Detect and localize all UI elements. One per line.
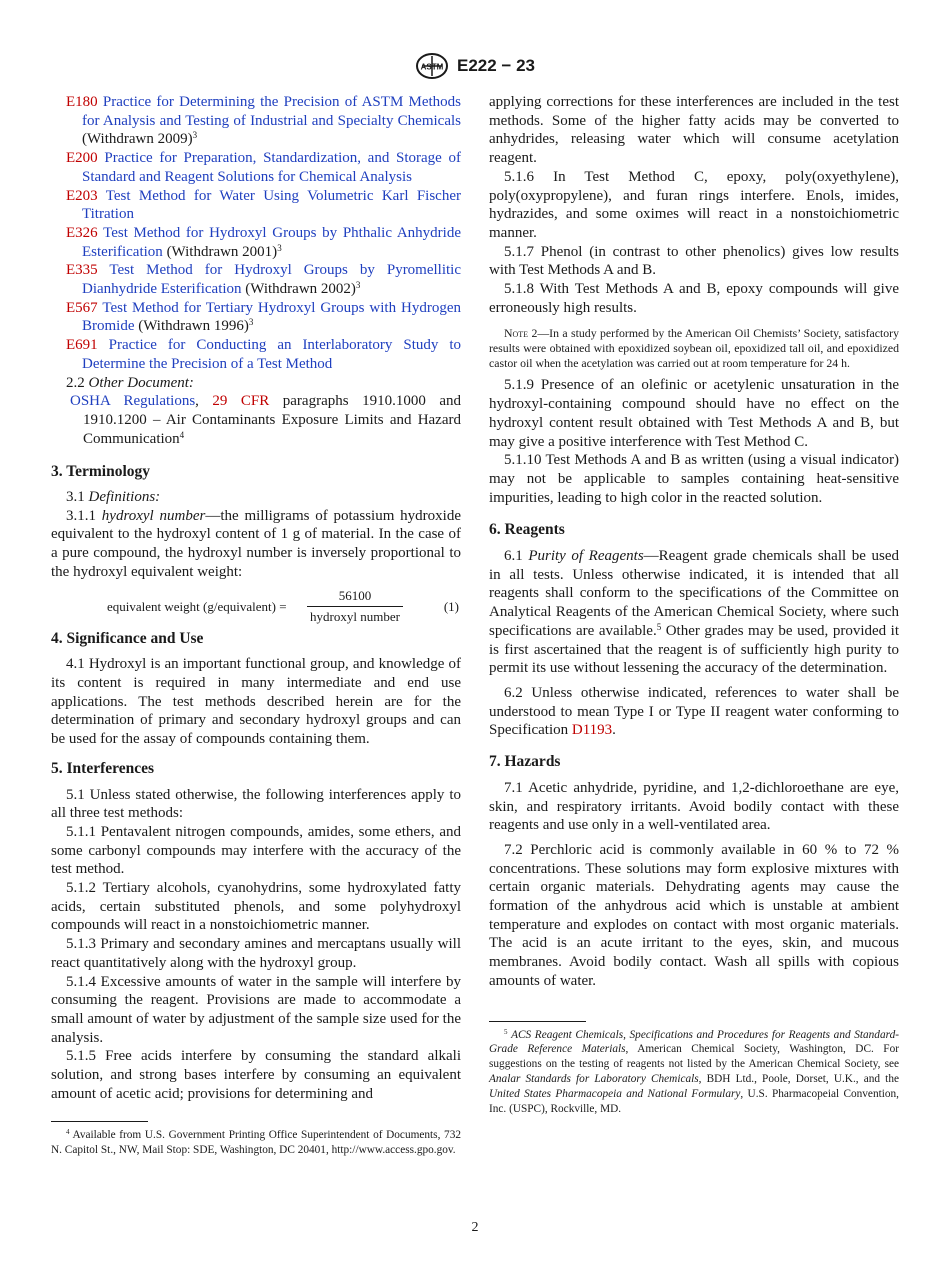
section-heading: 7. Hazards	[489, 753, 561, 771]
paragraph: 5.1.2 Tertiary alcohols, cyanohydrins, some hydroxylated fatty acids, certain substituted phenols, and some polyhydroxyl compounds will react in a nonstoichiometric manner.	[51, 880, 461, 934]
reference-code-link[interactable]: E567	[66, 299, 98, 316]
section-heading: 5. Interferences	[51, 759, 155, 777]
paragraph: 4.1 Hydroxyl is an important functional group, and knowledge of its content is required in many intermediate and end use applications. The test methods described herein are for the determination of primary and secondary hydroxyl groups and can be used for the assay of compounds containing them.	[51, 656, 461, 748]
reference-code-link[interactable]: E180	[66, 94, 98, 110]
reference-title-link[interactable]: Test Method for Water Using Volumetric Karl Fischer Titration	[82, 187, 461, 223]
page-header	[0, 52, 950, 80]
paragraph: 5.1.8 With Test Methods A and B, epoxy compounds will give erroneously high results.	[489, 281, 899, 316]
reference-item: E335 Test Method for Hydroxyl Groups by Pyromellitic Dianhydride Esterification (Withdrawn 2002)$^3$	[66, 262, 462, 298]
d1193-link[interactable]: D1193	[571, 722, 613, 739]
document-number: E222 − 23	[457, 56, 535, 75]
paragraph: 5.1.1 Pentavalent nitrogen compounds, amides, some ethers, and some carbonyl compounds may interfere with the accuracy of the test method.	[51, 823, 461, 878]
reference-title-link[interactable]: Test Method for Hydroxyl Groups by Phthalic Anhydride Esterification	[82, 224, 461, 260]
paragraph: 5.1 Unless stated otherwise, the following interferences apply to all three test methods:	[51, 786, 461, 822]
paragraph: 5.1.5 Free acids interfere by consuming the standard alkali solution, and strong bases interfere by consuming an equivalent amount of acetic acid; provisions for determining and	[51, 1048, 461, 1102]
reference-title-link[interactable]: Test Method for Tertiary Hydroxyl Groups with Hydrogen Bromide	[82, 299, 461, 335]
equation-fraction: 56100 hydroxyl number	[307, 587, 403, 627]
paragraph: 7.2 Perchloric acid is commonly available in 60 % to 72 % concentrations. These solutions may form explosive mixtures with certain organic materials. Dehydrating agents may cause the formation of the anhydrous acid which is unstable at ambient temperature and explodes on contact with most organic materials. The acid is an acute irritant to the eyes, skin, and mucous membranes. Avoid bodily contact. Wash all spills with copious amounts of water.	[489, 841, 899, 989]
page-number: 2	[471, 1220, 479, 1235]
section-heading: 3. Terminology	[51, 463, 151, 481]
section-heading: 4. Significance and Use	[51, 629, 204, 647]
reference-item: E326 Test Method for Hydroxyl Groups by Phthalic Anhydride Esterification (Withdrawn 2001)$^3$	[66, 224, 461, 260]
reference-item: E567 Test Method for Tertiary Hydroxyl Groups with Hydrogen Bromide (Withdrawn 1996)$^3$	[66, 299, 461, 335]
paragraph: 5.1.6 In Test Method C, epoxy, poly(oxyethylene), poly(oxypropylene), and furan rings interfere. Enols, imides, hydrazides, and some oximes will react in a nonstoichiometric manner.	[489, 168, 899, 241]
reference-item	[51, 336, 461, 373]
other-document-item: OSHA Regulations, 29 CFR paragraphs 1910.1000 and 1910.1200 – Air Contaminants Exposure Limits and Hazard Communication$^4$	[70, 393, 461, 447]
equation: equivalent weight (g/equivalent) = 56100 hydroxyl number (1)	[51, 590, 461, 620]
paragraph: 7.1 Acetic anhydride, pyridine, and 1,2-dichloroethane are eye, skin, and respiratory irritants. Avoid bodily contact with these reagents and use only in a well-ventilated area.	[489, 779, 899, 834]
paragraph: 5.1.9 Presence of an olefinic or acetylenic unsaturation in the hydroxyl-containing compound should have no effect on the hydroxyl content result obtained with Test Methods A and B, but may give a positive interference with Test Method C.	[489, 377, 899, 450]
reference-item	[51, 187, 461, 224]
reference-list	[51, 93, 461, 374]
reference-code-link[interactable]: E203	[66, 187, 98, 204]
paragraph: applying corrections for these interferences are included in the test methods. Some of the higher fatty acids may be converted to anhydrides, releasing water which will consume acetylation reagent.	[489, 94, 899, 167]
paragraph: 5.1.7 Phenol (in contrast to other phenolics) gives low results with Test Methods A and B.	[489, 243, 899, 279]
osha-link[interactable]: OSHA Regulations	[70, 393, 196, 410]
paragraph: 5.1.10 Test Methods A and B as written (using a visual indicator) may not be applicable to samples containing heat-sensitive impurities, leading to high color in the reacted solution.	[489, 452, 899, 506]
paragraph: 5.1.3 Primary and secondary amines and mercaptans usually will react quantitatively along with the hydroxyl group.	[51, 936, 461, 971]
reference-title-link[interactable]: Practice for Conducting an Interlaboratory Study to Determine the Precision of a Test Method	[82, 337, 461, 372]
section-heading: 6. Reagents	[489, 521, 565, 539]
cfr-link[interactable]: 29 CFR	[212, 393, 270, 410]
reference-code-link[interactable]: E691	[66, 337, 98, 354]
svg-text:ASTM: ASTM	[420, 62, 444, 72]
reference-code-link[interactable]: E335	[66, 262, 98, 279]
astm-logo-icon	[415, 52, 449, 80]
reference-code-link[interactable]: E326	[66, 224, 98, 241]
reference-item: E180 Practice for Determining the Precision of ASTM Methods for Analysis and Testing of Industrial and Specialty Chemicals (Withdrawn 2009)$^3$	[66, 94, 461, 148]
note: Note 2—In a study performed by the American Oil Chemists’ Society, satisfactory results were obtained with epoxidized soybean oil, epoxidized tall oil, and epoxidized castor oil when the acetylation was carried out at room temperature for 24 h.	[489, 326, 899, 371]
paragraph: 3.1.1 hydroxyl number—the milligrams of potassium hydroxide equivalent to the hydroxyl content of 1 g of material. In the case of a pure compound, the hydroxyl number is inversely proportional to the hydroxyl equivalent weight:	[51, 507, 461, 580]
footnote: $^5$ ACS Reagent Chemicals, Specifications and Procedures for Reagents and Standard-Grade Reference Materials, American Chemical Society, Washington, DC. For suggestions on the testing of reagents not listed by the American Chemical Society, see Analar Standards for Laboratory Chemicals, BDH Ltd., Poole, Dorset, U.K., and the United States Pharmacopeia and National Formulary, U.S. Pharmacopeial Convention, Inc. (USPC), Rockville, MD.	[489, 1027, 899, 1115]
other-document-heading: 2.2 Other Document:	[66, 374, 194, 391]
paragraph: 6.2 Unless otherwise indicated, references to water shall be understood to mean Type I or Type II reagent water conforming to Specification D1193.	[489, 684, 899, 739]
reference-code-link[interactable]: E200	[66, 150, 98, 167]
reference-title-link[interactable]: Practice for Preparation, Standardization, and Storage of Standard and Reagent Solutions for Chemical Analysis	[82, 150, 462, 185]
right-column	[489, 93, 899, 1116]
footnote: $^4$ Available from U.S. Government Printing Office Superintendent of Documents, 732 N. Capitol St., NW, Mail Stop: SDE, Washington, DC 20401, http://www.access.gpo.gov.	[51, 1128, 461, 1157]
paragraph: 6.1 Purity of Reagents—Reagent grade chemicals shall be used in all tests. Unless otherwise indicated, it is intended that all reagents shall conform to the specifications of the Committee on Analytical Reagents of the American Chemical Society, where such specifications are available.$^5$ Other grades may be used, provided it is first ascertained that the reagent is of sufficiently high purity to permit its use without lessening the accuracy of the determination.	[489, 548, 899, 677]
left-column	[51, 93, 461, 1158]
reference-title-link[interactable]: Test Method for Hydroxyl Groups by Pyromellitic Dianhydride Esterification	[82, 262, 462, 298]
paragraph: 5.1.4 Excessive amounts of water in the sample will interfere by consuming the reagent. Provisions are made to accommodate a small amount of water by adjustment of the sample size used for the analysis.	[51, 973, 461, 1046]
reference-item	[51, 149, 461, 186]
reference-title-link[interactable]: Practice for Determining the Precision of ASTM Methods for Analysis and Testing of Industrial and Specialty Chemicals	[82, 94, 461, 129]
paragraph: 3.1 Definitions:	[66, 489, 161, 506]
